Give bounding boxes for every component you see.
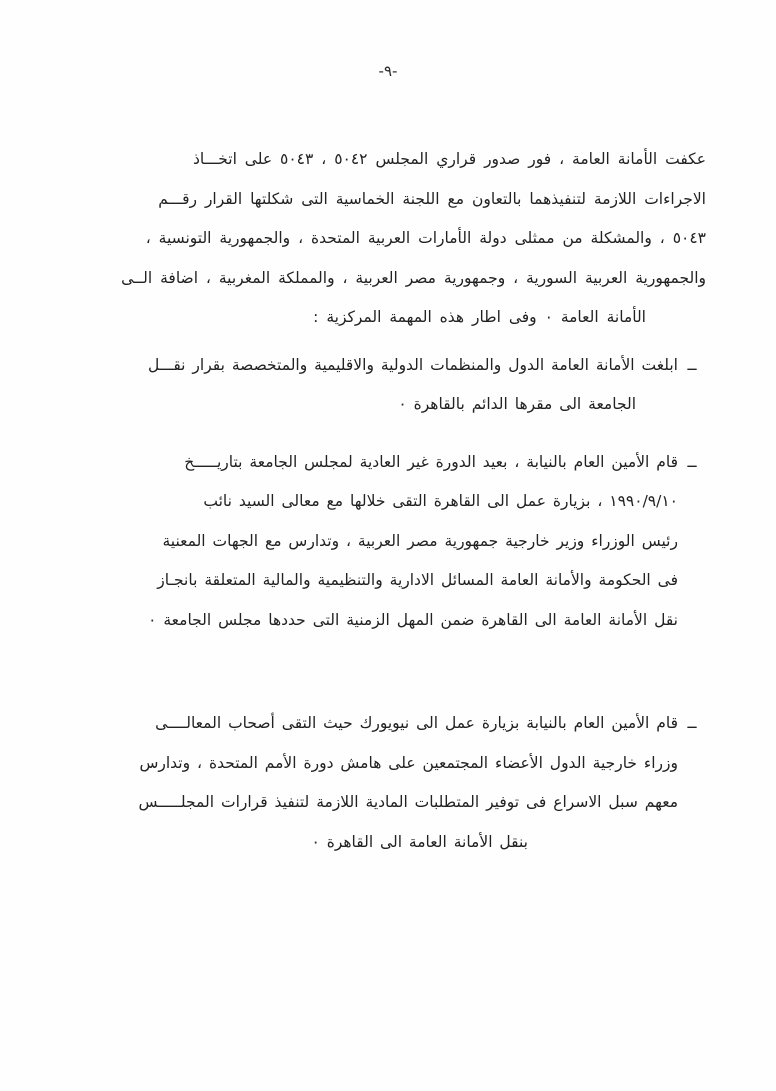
intro-line: والجمهورية العربية السورية ، وجمهورية مصر العربية ، والمملكة المغربية ، اضافة الــى bbox=[121, 268, 706, 287]
text-line: الجامعة الى مقرها الدائم بالقاهرة ٠ bbox=[398, 395, 636, 414]
list-item bbox=[60, 346, 706, 425]
text-line: ١٩٩٠/٩/١٠ ، بزيارة عمل الى القاهرة التقى خلالها مع معالى السيد نائب bbox=[203, 492, 678, 511]
intro-line: الاجراءات اللازمة لتنفيذهما بالتعاون مع اللجنة الخماسية التى شكلتها القرار رقـــم bbox=[158, 189, 706, 208]
list-item-text bbox=[60, 443, 678, 641]
list-item bbox=[60, 704, 706, 862]
intro-line: ٥٠٤٣ ، والمشكلة من ممثلى دولة الأمارات العربية المتحدة ، والجمهورية التونسية ، bbox=[145, 229, 706, 248]
document-body bbox=[60, 140, 706, 880]
text-line: وزراء خارجية الدول الأعضاء المجتمعين على هامش دورة الأمم المتحدة ، وتدارس bbox=[139, 753, 678, 772]
intro-line: عكفت الأمانة العامة ، فور صدور قراري المجلس ٥٠٤٢ ، ٥٠٤٣ على اتخـــاذ bbox=[193, 150, 706, 168]
list-item bbox=[60, 443, 706, 641]
intro-line: الأمانة العامة ٠ وفى اطار هذه المهمة المركزية : bbox=[313, 308, 646, 327]
text-line: قام الأمين العام بالنيابة ، بعيد الدورة غير العادية لمجلس الجامعة بتاريـــــخ bbox=[184, 452, 678, 471]
dash-marker: ــ bbox=[687, 714, 697, 733]
text-line: ابلغت الأمانة العامة الدول والمنظمات الدولية والاقليمية والمتخصصة بقرار نقـــل bbox=[147, 355, 678, 374]
text-line: نقل الأمانة العامة الى القاهرة ضمن المهل الزمنية التى حددها مجلس الجامعة ٠ bbox=[148, 610, 678, 629]
intro-paragraph bbox=[60, 140, 706, 338]
text-line: رئيس الوزراء وزير خارجية جمهورية مصر العربية ، وتدارس مع الجهات المعنية bbox=[162, 531, 678, 550]
text-line: بنقل الأمانة العامة الى القاهرة ٠ bbox=[311, 832, 528, 851]
page-number: -٩- bbox=[378, 62, 398, 80]
dash-marker: ــ bbox=[687, 452, 697, 471]
text-line: فى الحكومة والأمانة العامة المسائل الادارية والتنظيمية والمالية المتعلقة بانجـاز bbox=[157, 571, 678, 590]
dash-marker: ــ bbox=[687, 355, 697, 374]
list-item-text bbox=[60, 704, 678, 862]
list-item-text bbox=[60, 346, 678, 425]
paragraph-spacer bbox=[60, 658, 706, 704]
text-line: معهم سبل الاسراع فى توفير المتطلبات المادية اللازمة لتنفيذ قرارات المجلـــــس bbox=[138, 793, 678, 812]
text-line: قام الأمين العام بالنيابة بزيارة عمل الى نيويورك حيث التقى أصحاب المعالــــى bbox=[155, 714, 678, 733]
